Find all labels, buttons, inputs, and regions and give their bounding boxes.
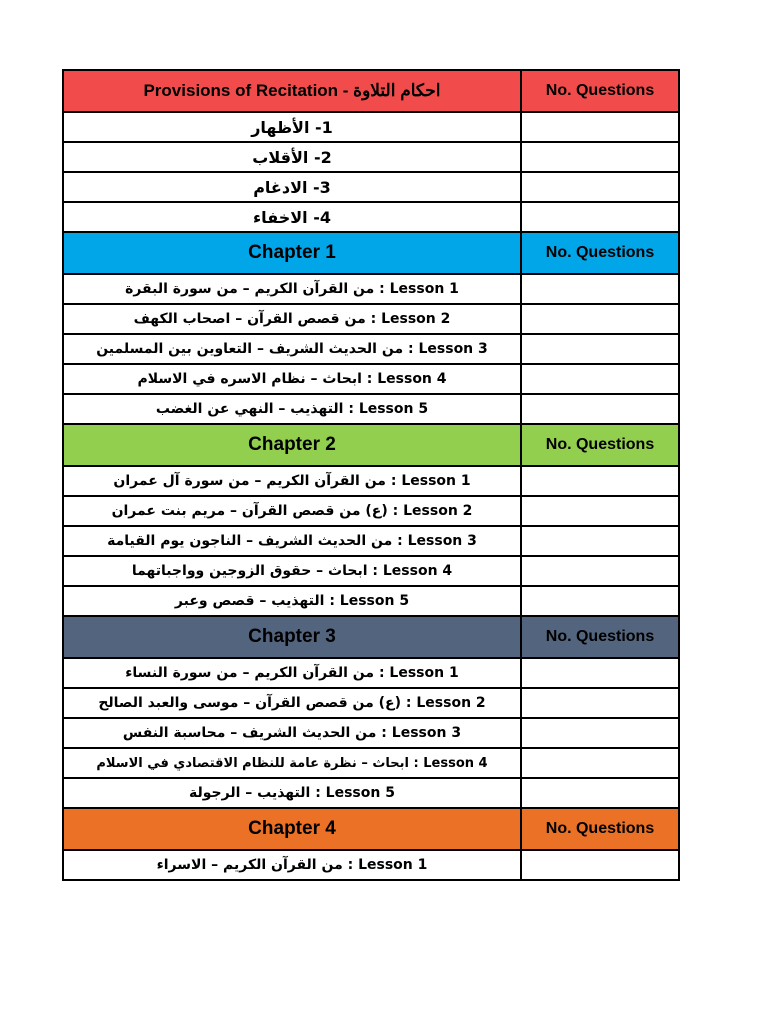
lesson-title: Lesson 2 : (ع) من قصص القرآن – موسى والعبد الصالح [63, 688, 521, 718]
question-count-cell[interactable] [521, 496, 679, 526]
question-count-cell[interactable] [521, 202, 679, 232]
lesson-row [63, 466, 679, 496]
lesson-title: Lesson 5 : التهذيب – الرجولة [63, 778, 521, 808]
chapter-1-header-row [63, 232, 679, 274]
question-count-cell[interactable] [521, 466, 679, 496]
question-count-cell[interactable] [521, 556, 679, 586]
lesson-title: Lesson 1 : من القرآن الكريم – من سورة البقرة [63, 274, 521, 304]
lesson-row [63, 658, 679, 688]
lesson-row [63, 526, 679, 556]
question-count-cell[interactable] [521, 748, 679, 778]
lesson-title: Lesson 1 : من القرآن الكريم – من سورة النساء [63, 658, 521, 688]
chapter-4-no-questions: No. Questions [521, 808, 679, 850]
provision-item: 3- الادغام [63, 172, 521, 202]
provisions-row [63, 172, 679, 202]
chapter-1-title: Chapter 1 [63, 232, 521, 274]
question-count-cell[interactable] [521, 172, 679, 202]
lesson-row [63, 274, 679, 304]
chapter-3-header-row [63, 616, 679, 658]
lesson-row [63, 718, 679, 748]
question-count-cell[interactable] [521, 112, 679, 142]
lesson-title: Lesson 5 : التهذيب – النهي عن الغضب [63, 394, 521, 424]
lesson-row [63, 304, 679, 334]
question-count-cell[interactable] [521, 304, 679, 334]
lesson-title: Lesson 3 : من الحديث الشريف – التعاوين بين المسلمين [63, 334, 521, 364]
provisions-row [63, 112, 679, 142]
question-count-cell[interactable] [521, 586, 679, 616]
question-count-cell[interactable] [521, 274, 679, 304]
provisions-row [63, 202, 679, 232]
question-count-cell[interactable] [521, 778, 679, 808]
provisions-title: Provisions of Recitation - احكام التلاوة [63, 70, 521, 112]
question-count-cell[interactable] [521, 526, 679, 556]
question-count-cell[interactable] [521, 850, 679, 880]
lesson-row [63, 556, 679, 586]
provision-item: 2- الأقلاب [63, 142, 521, 172]
lesson-title: Lesson 3 : من الحديث الشريف – الناجون يوم القيامة [63, 526, 521, 556]
lesson-title: Lesson 4 : ابحاث – نظرة عامة للنظام الاقتصادي في الاسلام [63, 748, 521, 778]
provisions-row [63, 142, 679, 172]
lesson-title: Lesson 4 : ابحاث – حقوق الزوجين وواجباتهما [63, 556, 521, 586]
lesson-title: Lesson 3 : من الحديث الشريف – محاسبة النفس [63, 718, 521, 748]
question-count-cell[interactable] [521, 394, 679, 424]
questions-table [62, 69, 680, 881]
provision-item: 4- الاخفاء [63, 202, 521, 232]
lesson-title: Lesson 4 : ابحاث – نظام الاسره في الاسلام [63, 364, 521, 394]
question-count-cell[interactable] [521, 718, 679, 748]
lesson-title: Lesson 1 : من القرآن الكريم – الاسراء [63, 850, 521, 880]
chapter-4-header-row [63, 808, 679, 850]
lesson-row [63, 850, 679, 880]
question-count-cell[interactable] [521, 658, 679, 688]
chapter-2-header-row [63, 424, 679, 466]
lesson-row [63, 364, 679, 394]
lesson-row [63, 778, 679, 808]
question-count-cell[interactable] [521, 688, 679, 718]
lesson-title: Lesson 5 : التهذيب – قصص وعبر [63, 586, 521, 616]
lesson-row [63, 394, 679, 424]
lesson-row [63, 496, 679, 526]
chapter-3-no-questions: No. Questions [521, 616, 679, 658]
provisions-no-questions: No. Questions [521, 70, 679, 112]
question-count-cell[interactable] [521, 334, 679, 364]
provision-item: 1- الأظهار [63, 112, 521, 142]
lesson-title: Lesson 1 : من القرآن الكريم – من سورة آل عمران [63, 466, 521, 496]
chapter-1-no-questions: No. Questions [521, 232, 679, 274]
lesson-title: Lesson 2 : (ع) من قصص القرآن – مريم بنت عمران [63, 496, 521, 526]
chapter-2-title: Chapter 2 [63, 424, 521, 466]
provisions-header-row [63, 70, 679, 112]
chapter-2-no-questions: No. Questions [521, 424, 679, 466]
question-count-cell[interactable] [521, 142, 679, 172]
lesson-row [63, 748, 679, 778]
lesson-row [63, 688, 679, 718]
chapter-3-title: Chapter 3 [63, 616, 521, 658]
lesson-row [63, 586, 679, 616]
question-count-cell[interactable] [521, 364, 679, 394]
lesson-row [63, 334, 679, 364]
lesson-title: Lesson 2 : من قصص القرآن – اصحاب الكهف [63, 304, 521, 334]
chapter-4-title: Chapter 4 [63, 808, 521, 850]
